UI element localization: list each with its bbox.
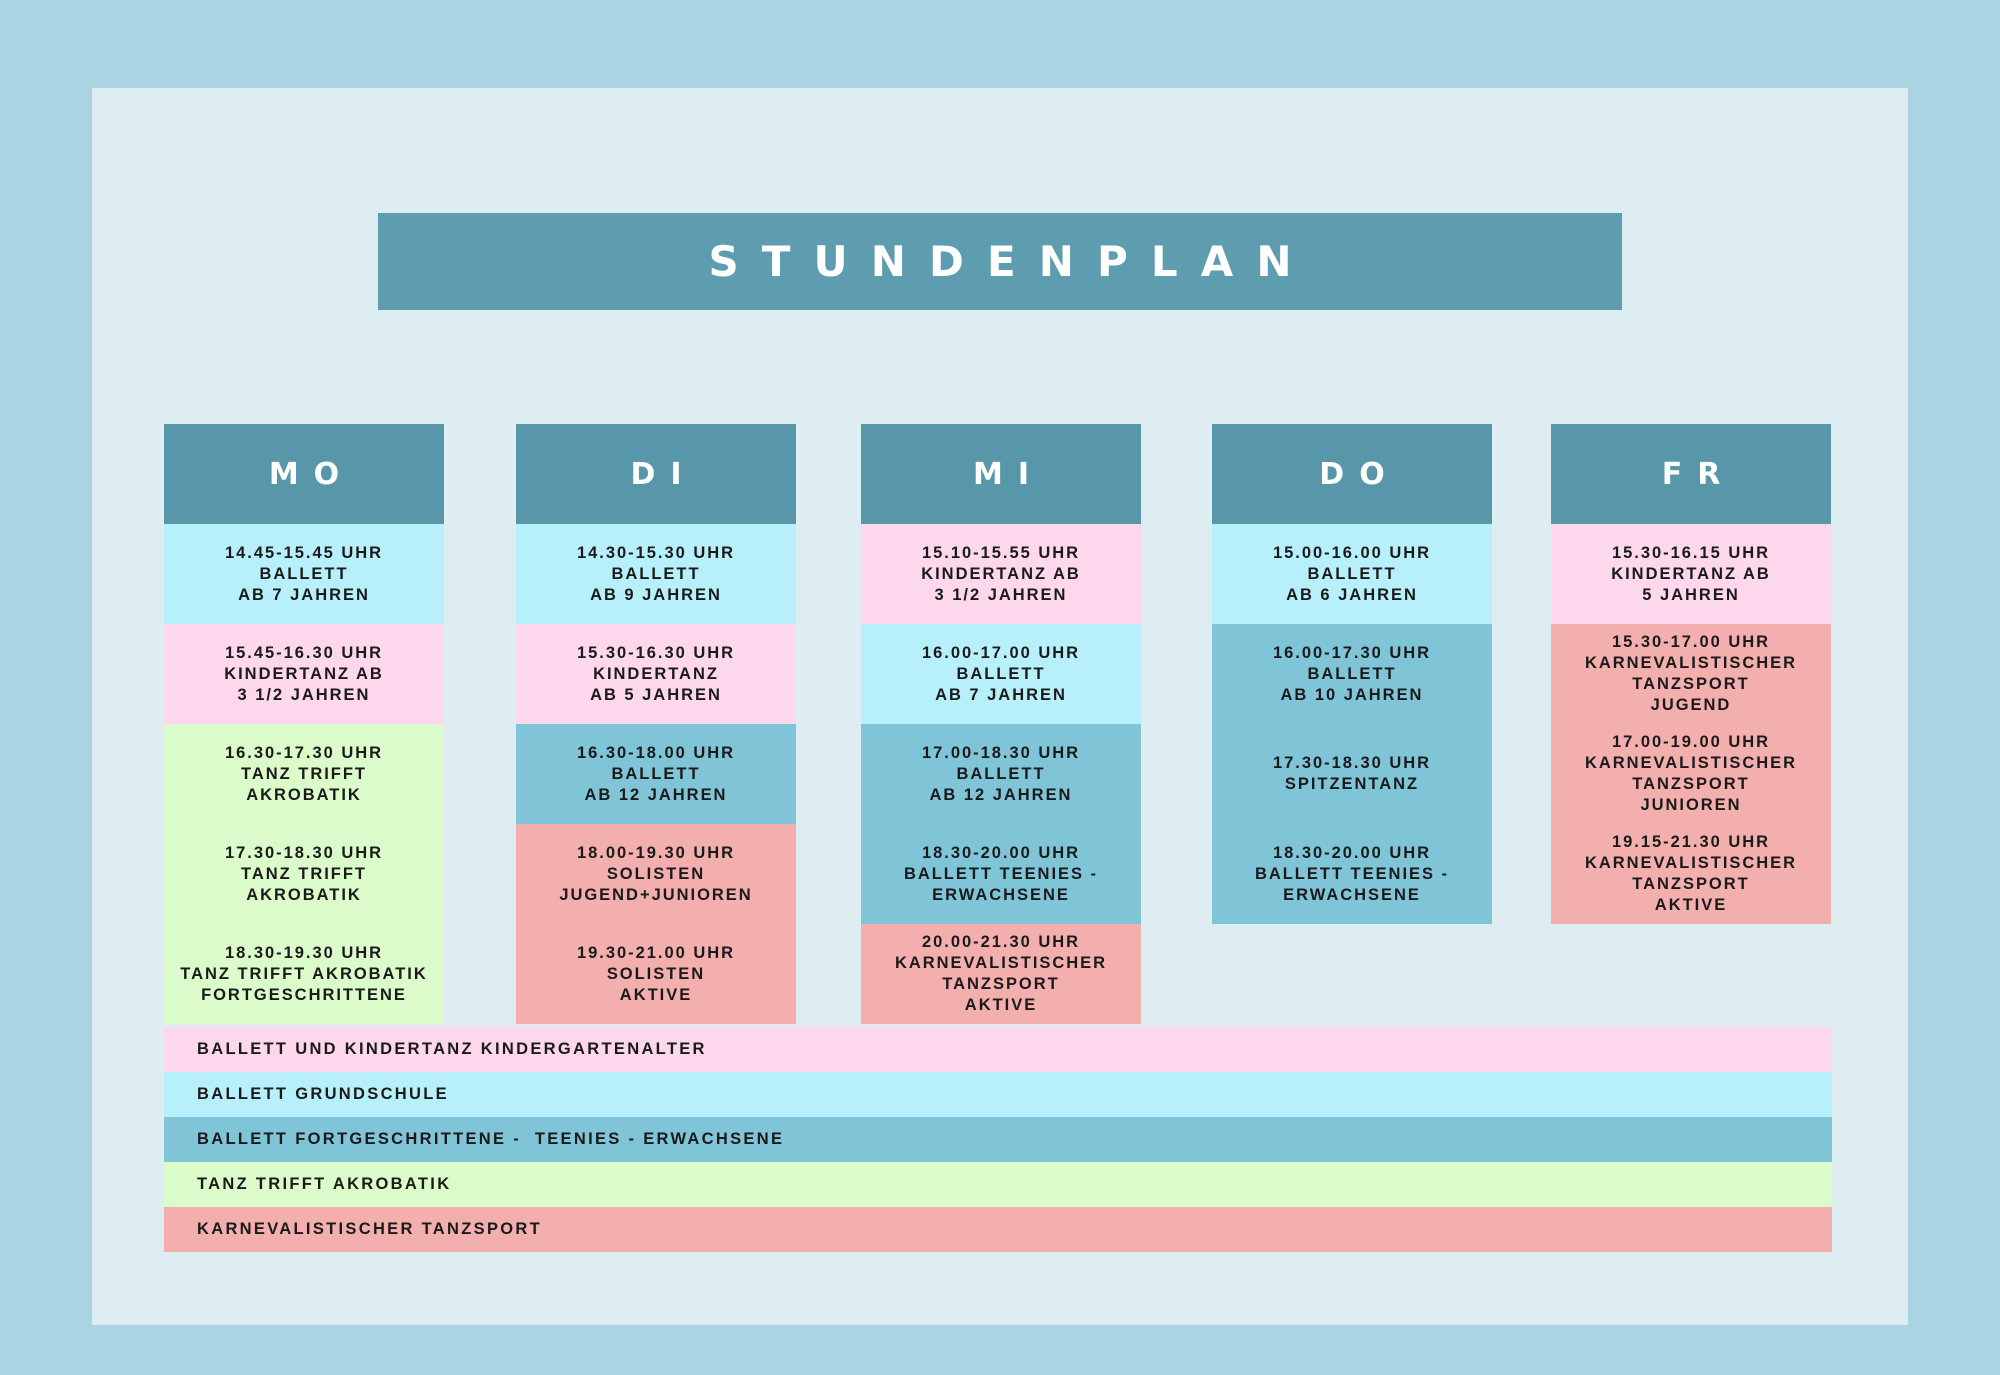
- slot-line: KARNEVALISTISCHER: [1584, 854, 1798, 872]
- slot-text: [577, 543, 735, 606]
- slot-time: 19.15-21.30 UHR: [1611, 833, 1771, 851]
- slot-time: 16.00-17.00 UHR: [921, 643, 1081, 662]
- schedule-slot: [1212, 724, 1492, 824]
- day-column-mi: [861, 424, 1141, 1024]
- legend-label: TANZ TRIFFT AKROBATIK: [197, 1175, 452, 1193]
- slot-line: AB 9 JAHREN: [590, 585, 722, 604]
- schedule-slot: [516, 724, 796, 824]
- slot-line: BALLETT: [956, 664, 1046, 683]
- slot-text: [577, 643, 735, 706]
- slot-line: KINDERTANZ AB: [921, 564, 1081, 583]
- slot-line: TANZSPORT: [1632, 675, 1750, 693]
- title-banner: [378, 213, 1622, 310]
- slot-text: [1273, 753, 1431, 795]
- schedule-slot: [861, 524, 1141, 624]
- slot-line: 3 1/2 JAHREN: [237, 685, 371, 704]
- day-column-di: [516, 424, 796, 1024]
- slot-time: 18.30-19.30 UHR: [224, 943, 384, 962]
- slot-text: [1611, 543, 1771, 606]
- legend: [164, 1027, 1832, 1252]
- day-header: DI: [516, 424, 796, 524]
- slot-line: KARNEVALISTISCHER: [1584, 754, 1798, 772]
- slot-line: KINDERTANZ: [593, 664, 719, 683]
- slot-text: [225, 543, 383, 606]
- schedule-slot: [516, 524, 796, 624]
- day-column-fr: [1551, 424, 1831, 924]
- schedule-slot: [1551, 624, 1831, 724]
- slot-text: [180, 943, 427, 1006]
- schedule-slot: [1212, 824, 1492, 924]
- slot-time: 18.30-20.00 UHR: [921, 843, 1081, 862]
- slot-text: [559, 843, 752, 906]
- slot-line: AKTIVE: [964, 996, 1038, 1014]
- slot-line: 3 1/2 JAHREN: [934, 585, 1068, 604]
- schedule-slot: [516, 824, 796, 924]
- page-title: STUNDENPLAN: [708, 237, 1315, 286]
- slot-line: AKROBATIK: [246, 785, 362, 804]
- slot-text: [577, 943, 735, 1006]
- slot-line: KARNEVALISTISCHER: [894, 954, 1108, 972]
- slot-time: 17.30-18.30 UHR: [224, 843, 384, 862]
- slot-text: [1585, 632, 1797, 716]
- slot-time: 14.45-15.45 UHR: [224, 543, 384, 562]
- slot-line: AKROBATIK: [246, 885, 362, 904]
- legend-label: KARNEVALISTISCHER TANZSPORT: [197, 1220, 543, 1238]
- slot-time: 15.10-15.55 UHR: [921, 543, 1081, 562]
- slot-line: SOLISTEN: [606, 964, 706, 983]
- slot-line: AB 6 JAHREN: [1286, 585, 1418, 604]
- slot-line: TANZSPORT: [1632, 875, 1750, 893]
- legend-label: BALLETT UND KINDERTANZ KINDERGARTENALTER: [197, 1040, 707, 1058]
- schedule-slot: [1551, 824, 1831, 924]
- legend-label: BALLETT GRUNDSCHULE: [197, 1085, 449, 1103]
- slot-line: AB 10 JAHREN: [1280, 685, 1424, 704]
- slot-time: 15.00-16.00 UHR: [1272, 543, 1432, 562]
- slot-line: AKTIVE: [1654, 896, 1728, 914]
- slot-text: [1255, 843, 1449, 906]
- slot-time: 20.00-21.30 UHR: [921, 933, 1081, 951]
- slot-line: BALLETT: [259, 564, 349, 583]
- legend-item: [164, 1207, 1832, 1252]
- slot-line: KARNEVALISTISCHER: [1584, 654, 1798, 672]
- schedule-slot: [1212, 524, 1492, 624]
- slot-line: AB 12 JAHREN: [584, 785, 728, 804]
- slot-line: BALLETT: [611, 764, 701, 783]
- slot-time: 16.30-17.30 UHR: [224, 743, 384, 762]
- slot-time: 14.30-15.30 UHR: [576, 543, 736, 562]
- legend-item: [164, 1027, 1832, 1072]
- schedule-slot: [1551, 724, 1831, 824]
- slot-line: SOLISTEN: [606, 864, 706, 883]
- slot-text: [1585, 732, 1797, 816]
- day-column-mo: [164, 424, 444, 1024]
- slot-time: 16.30-18.00 UHR: [576, 743, 736, 762]
- slot-line: KINDERTANZ AB: [224, 664, 384, 683]
- slot-text: [224, 643, 384, 706]
- slot-line: BALLETT: [611, 564, 701, 583]
- schedule-slot: [861, 624, 1141, 724]
- slot-line: BALLETT TEENIES -: [903, 864, 1099, 883]
- schedule-slot: [861, 724, 1141, 824]
- schedule-slot: [516, 624, 796, 724]
- day-header: MI: [861, 424, 1141, 524]
- slot-text: [1585, 832, 1797, 916]
- legend-item: [164, 1162, 1832, 1207]
- slot-line: JUGEND+JUNIOREN: [559, 885, 753, 904]
- schedule-slot: [1551, 524, 1831, 624]
- slot-line: TANZSPORT: [1632, 775, 1750, 793]
- schedule-slot: [861, 924, 1141, 1024]
- slot-line: FORTGESCHRITTENE: [201, 985, 407, 1004]
- slot-line: SPITZENTANZ: [1284, 775, 1420, 793]
- schedule-slot: [516, 924, 796, 1024]
- slot-time: 15.30-17.00 UHR: [1611, 633, 1771, 651]
- slot-text: [1273, 543, 1431, 606]
- slot-time: 18.00-19.30 UHR: [576, 843, 736, 862]
- slot-text: [225, 743, 383, 806]
- day-header: FR: [1551, 424, 1831, 524]
- slot-line: BALLETT: [956, 764, 1046, 783]
- schedule-slot: [1212, 624, 1492, 724]
- schedule-slot: [164, 624, 444, 724]
- slot-line: TANZSPORT: [942, 975, 1060, 993]
- slot-line: JUGEND: [1650, 696, 1732, 714]
- legend-label: BALLETT FORTGESCHRITTENE - TEENIES - ERWACHSENE: [197, 1130, 785, 1148]
- slot-text: [922, 643, 1080, 706]
- slot-line: TANZ TRIFFT: [241, 764, 367, 783]
- slot-line: AKTIVE: [619, 985, 693, 1004]
- slot-line: AB 5 JAHREN: [590, 685, 722, 704]
- slot-text: [922, 743, 1080, 806]
- slot-line: AB 7 JAHREN: [935, 685, 1067, 704]
- day-column-do: [1212, 424, 1492, 924]
- day-header: DO: [1212, 424, 1492, 524]
- slot-line: TANZ TRIFFT: [241, 864, 367, 883]
- slot-time: 15.30-16.15 UHR: [1611, 543, 1771, 562]
- slot-line: AB 12 JAHREN: [929, 785, 1073, 804]
- slot-line: AB 7 JAHREN: [238, 585, 370, 604]
- slot-text: [904, 843, 1098, 906]
- schedule-slot: [164, 524, 444, 624]
- slot-time: 18.30-20.00 UHR: [1272, 843, 1432, 862]
- slot-line: KINDERTANZ AB: [1611, 564, 1771, 583]
- slot-text: [921, 543, 1081, 606]
- slot-time: 19.30-21.00 UHR: [576, 943, 736, 962]
- slot-line: ERWACHSENE: [932, 885, 1070, 904]
- schedule-slot: [164, 824, 444, 924]
- slot-text: [895, 932, 1107, 1016]
- slot-time: 17.00-18.30 UHR: [921, 743, 1081, 762]
- slot-line: JUNIOREN: [1640, 796, 1742, 814]
- slot-line: BALLETT: [1307, 664, 1397, 683]
- schedule-slot: [164, 924, 444, 1024]
- legend-item: [164, 1072, 1832, 1117]
- slot-time: 17.30-18.30 UHR: [1272, 754, 1432, 772]
- slot-time: 15.30-16.30 UHR: [576, 643, 736, 662]
- schedule-slot: [861, 824, 1141, 924]
- slot-time: 15.45-16.30 UHR: [224, 643, 384, 662]
- slot-time: 17.00-19.00 UHR: [1611, 733, 1771, 751]
- slot-line: BALLETT: [1307, 564, 1397, 583]
- slot-text: [577, 743, 735, 806]
- slot-line: BALLETT TEENIES -: [1254, 864, 1450, 883]
- slot-time: 16.00-17.30 UHR: [1272, 643, 1432, 662]
- schedule-slot: [164, 724, 444, 824]
- day-header: MO: [164, 424, 444, 524]
- slot-line: 5 JAHREN: [1642, 585, 1740, 604]
- slot-line: ERWACHSENE: [1283, 885, 1421, 904]
- slot-text: [225, 843, 383, 906]
- legend-item: [164, 1117, 1832, 1162]
- slot-text: [1273, 643, 1431, 706]
- slot-line: TANZ TRIFFT AKROBATIK: [180, 964, 428, 983]
